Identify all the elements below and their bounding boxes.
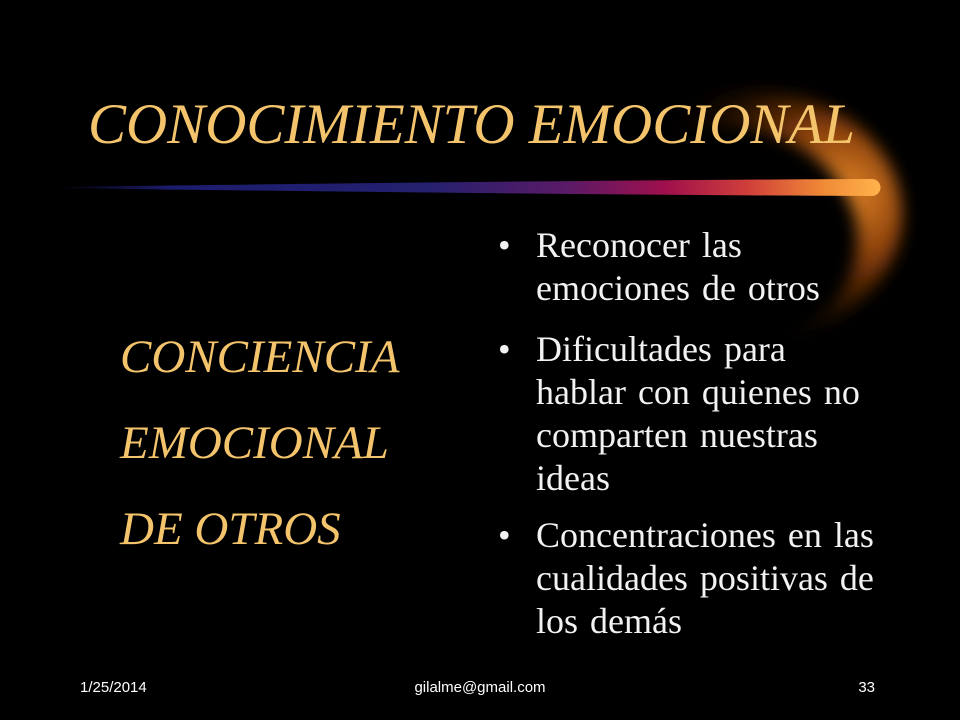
bullet-item <box>498 224 820 310</box>
bullet-line: comparten nuestras <box>536 415 818 455</box>
bullet-item <box>498 514 874 643</box>
left-heading-line: EMOCIONAL <box>120 417 389 469</box>
left-heading-line: CONCIENCIA <box>120 331 400 383</box>
bullet-line: cualidades positivas de <box>536 558 874 598</box>
footer-page-number: 33 <box>858 679 875 696</box>
bullet-line: Concentraciones en las <box>536 515 874 555</box>
page-title: CONOCIMIENTO EMOCIONAL <box>88 93 855 156</box>
bullet-marker: • <box>498 329 511 369</box>
bullet-marker: • <box>498 225 511 265</box>
title-underline-bar <box>55 179 881 196</box>
bullet-line: Reconocer las <box>536 225 742 265</box>
left-heading-line: DE OTROS <box>120 503 341 555</box>
bullet-line: hablar con quienes no <box>536 372 860 412</box>
bullet-line: emociones de otros <box>536 268 820 308</box>
bullet-line: ideas <box>536 458 610 498</box>
bullet-line: Dificultades para <box>536 329 786 369</box>
bullet-line: los demás <box>536 601 682 641</box>
bullet-item <box>498 328 860 500</box>
footer-email: gilalme@gmail.com <box>414 679 546 696</box>
bullet-marker: • <box>498 515 511 555</box>
footer-date: 1/25/2014 <box>80 679 147 696</box>
